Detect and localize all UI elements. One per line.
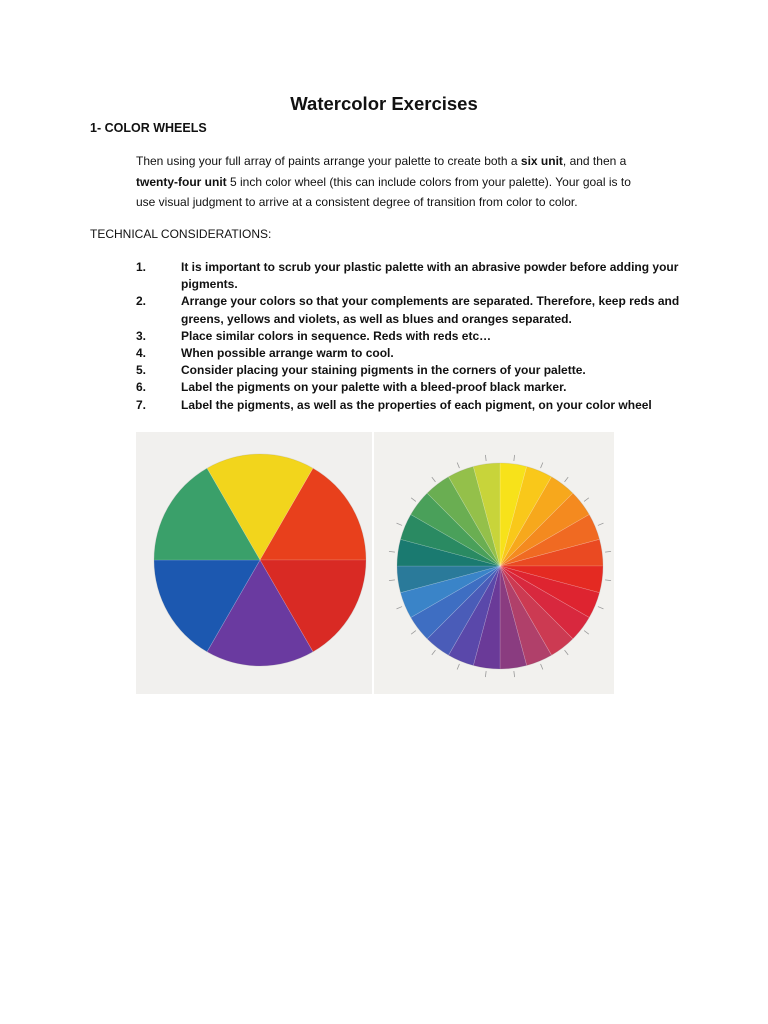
step-text: It is important to scrub your plastic palette with an abrasive powder before adding your pigments. [181, 260, 679, 292]
twenty-four-unit-color-wheel-photo [374, 432, 614, 694]
twenty-four-unit-wheel-label-tick [541, 463, 543, 469]
intro-text: , and then a [562, 154, 627, 168]
twenty-four-unit-wheel-label-tick [485, 455, 486, 461]
twenty-four-unit-wheel-label-tick [598, 523, 604, 525]
step-number: 1. [136, 260, 147, 274]
twenty-four-unit-wheel-label-tick [397, 607, 403, 609]
step-text: Label the pigments, as well as the properties of each pigment, on your color wheel [181, 397, 652, 412]
twenty-four-unit-wheel-label-tick [485, 671, 486, 677]
twenty-four-unit-wheel-label-tick [565, 650, 569, 655]
twenty-four-unit-wheel-label-tick [457, 664, 459, 670]
list-item [136, 345, 696, 362]
intro-line-1 [136, 151, 676, 172]
technical-considerations-heading: TECHNICAL CONSIDERATIONS: [90, 227, 272, 241]
twenty-four-unit-wheel-label-tick [432, 650, 436, 655]
step-text: Arrange your colors so that your complements are separated. Therefore, keep reds and greens, yellows and violets, as well as blues and oranges separated. [181, 294, 680, 326]
intro-text: Then using your full array of paints arrange your palette to create both a [136, 154, 521, 168]
twenty-four-unit-wheel-label-tick [584, 631, 589, 635]
document-title: Watercolor Exercises [290, 93, 478, 114]
step-number: 3. [136, 328, 147, 343]
step-number: 7. [136, 397, 147, 412]
list-item [136, 259, 696, 293]
list-item [136, 379, 696, 396]
twenty-four-unit-wheel-label-tick [584, 498, 589, 502]
intro-emphasis-six-unit: six unit [520, 154, 563, 168]
step-text: Label the pigments on your palette with a bleed-proof black marker. [181, 380, 567, 395]
intro-emphasis-twenty-four-unit: twenty-four unit [136, 174, 227, 189]
list-item [136, 328, 696, 345]
step-number: 2. [136, 294, 147, 309]
steps-list [136, 259, 696, 414]
twenty-four-unit-wheel-label-tick [411, 631, 416, 635]
step-text: Consider placing your staining pigments in the corners of your palette. [181, 363, 586, 378]
list-item [136, 362, 696, 379]
step-number: 4. [136, 346, 147, 361]
intro-paragraph [136, 151, 676, 213]
section-heading: 1- COLOR WHEELS [90, 121, 207, 135]
twenty-four-unit-wheel-label-tick [411, 498, 416, 502]
twenty-four-unit-wheel-label-tick [514, 671, 515, 677]
list-item [136, 293, 696, 327]
twenty-four-unit-wheel-label-tick [389, 551, 395, 552]
twenty-four-unit-wheel-label-tick [541, 664, 543, 670]
twenty-four-unit-wheel-label-tick [397, 523, 403, 525]
intro-text: 5 inch color wheel (this can include colors from your palette). Your goal is to [226, 174, 631, 189]
step-number: 5. [136, 363, 147, 378]
twenty-four-unit-wheel-label-tick [605, 551, 611, 552]
intro-line-3: use visual judgment to arrive at a consistent degree of transition from color to color. [136, 195, 578, 209]
twenty-four-unit-wheel-label-tick [514, 455, 515, 461]
twenty-four-unit-wheel-label-tick [457, 463, 459, 469]
step-text: When possible arrange warm to cool. [181, 346, 394, 361]
step-number: 6. [136, 380, 147, 395]
intro-line-2 [136, 172, 676, 193]
six-unit-color-wheel-photo [136, 432, 372, 694]
twenty-four-unit-wheel-label-tick [598, 607, 604, 609]
list-item [136, 397, 696, 414]
twenty-four-unit-wheel-label-tick [432, 477, 436, 482]
step-text: Place similar colors in sequence. Reds with reds etc… [181, 328, 492, 343]
twenty-four-unit-wheel-label-tick [389, 580, 395, 581]
six-unit-color-wheel [136, 432, 372, 694]
twenty-four-unit-color-wheel [374, 432, 614, 694]
twenty-four-unit-wheel-label-tick [605, 580, 611, 581]
twenty-four-unit-wheel-label-tick [565, 477, 569, 482]
